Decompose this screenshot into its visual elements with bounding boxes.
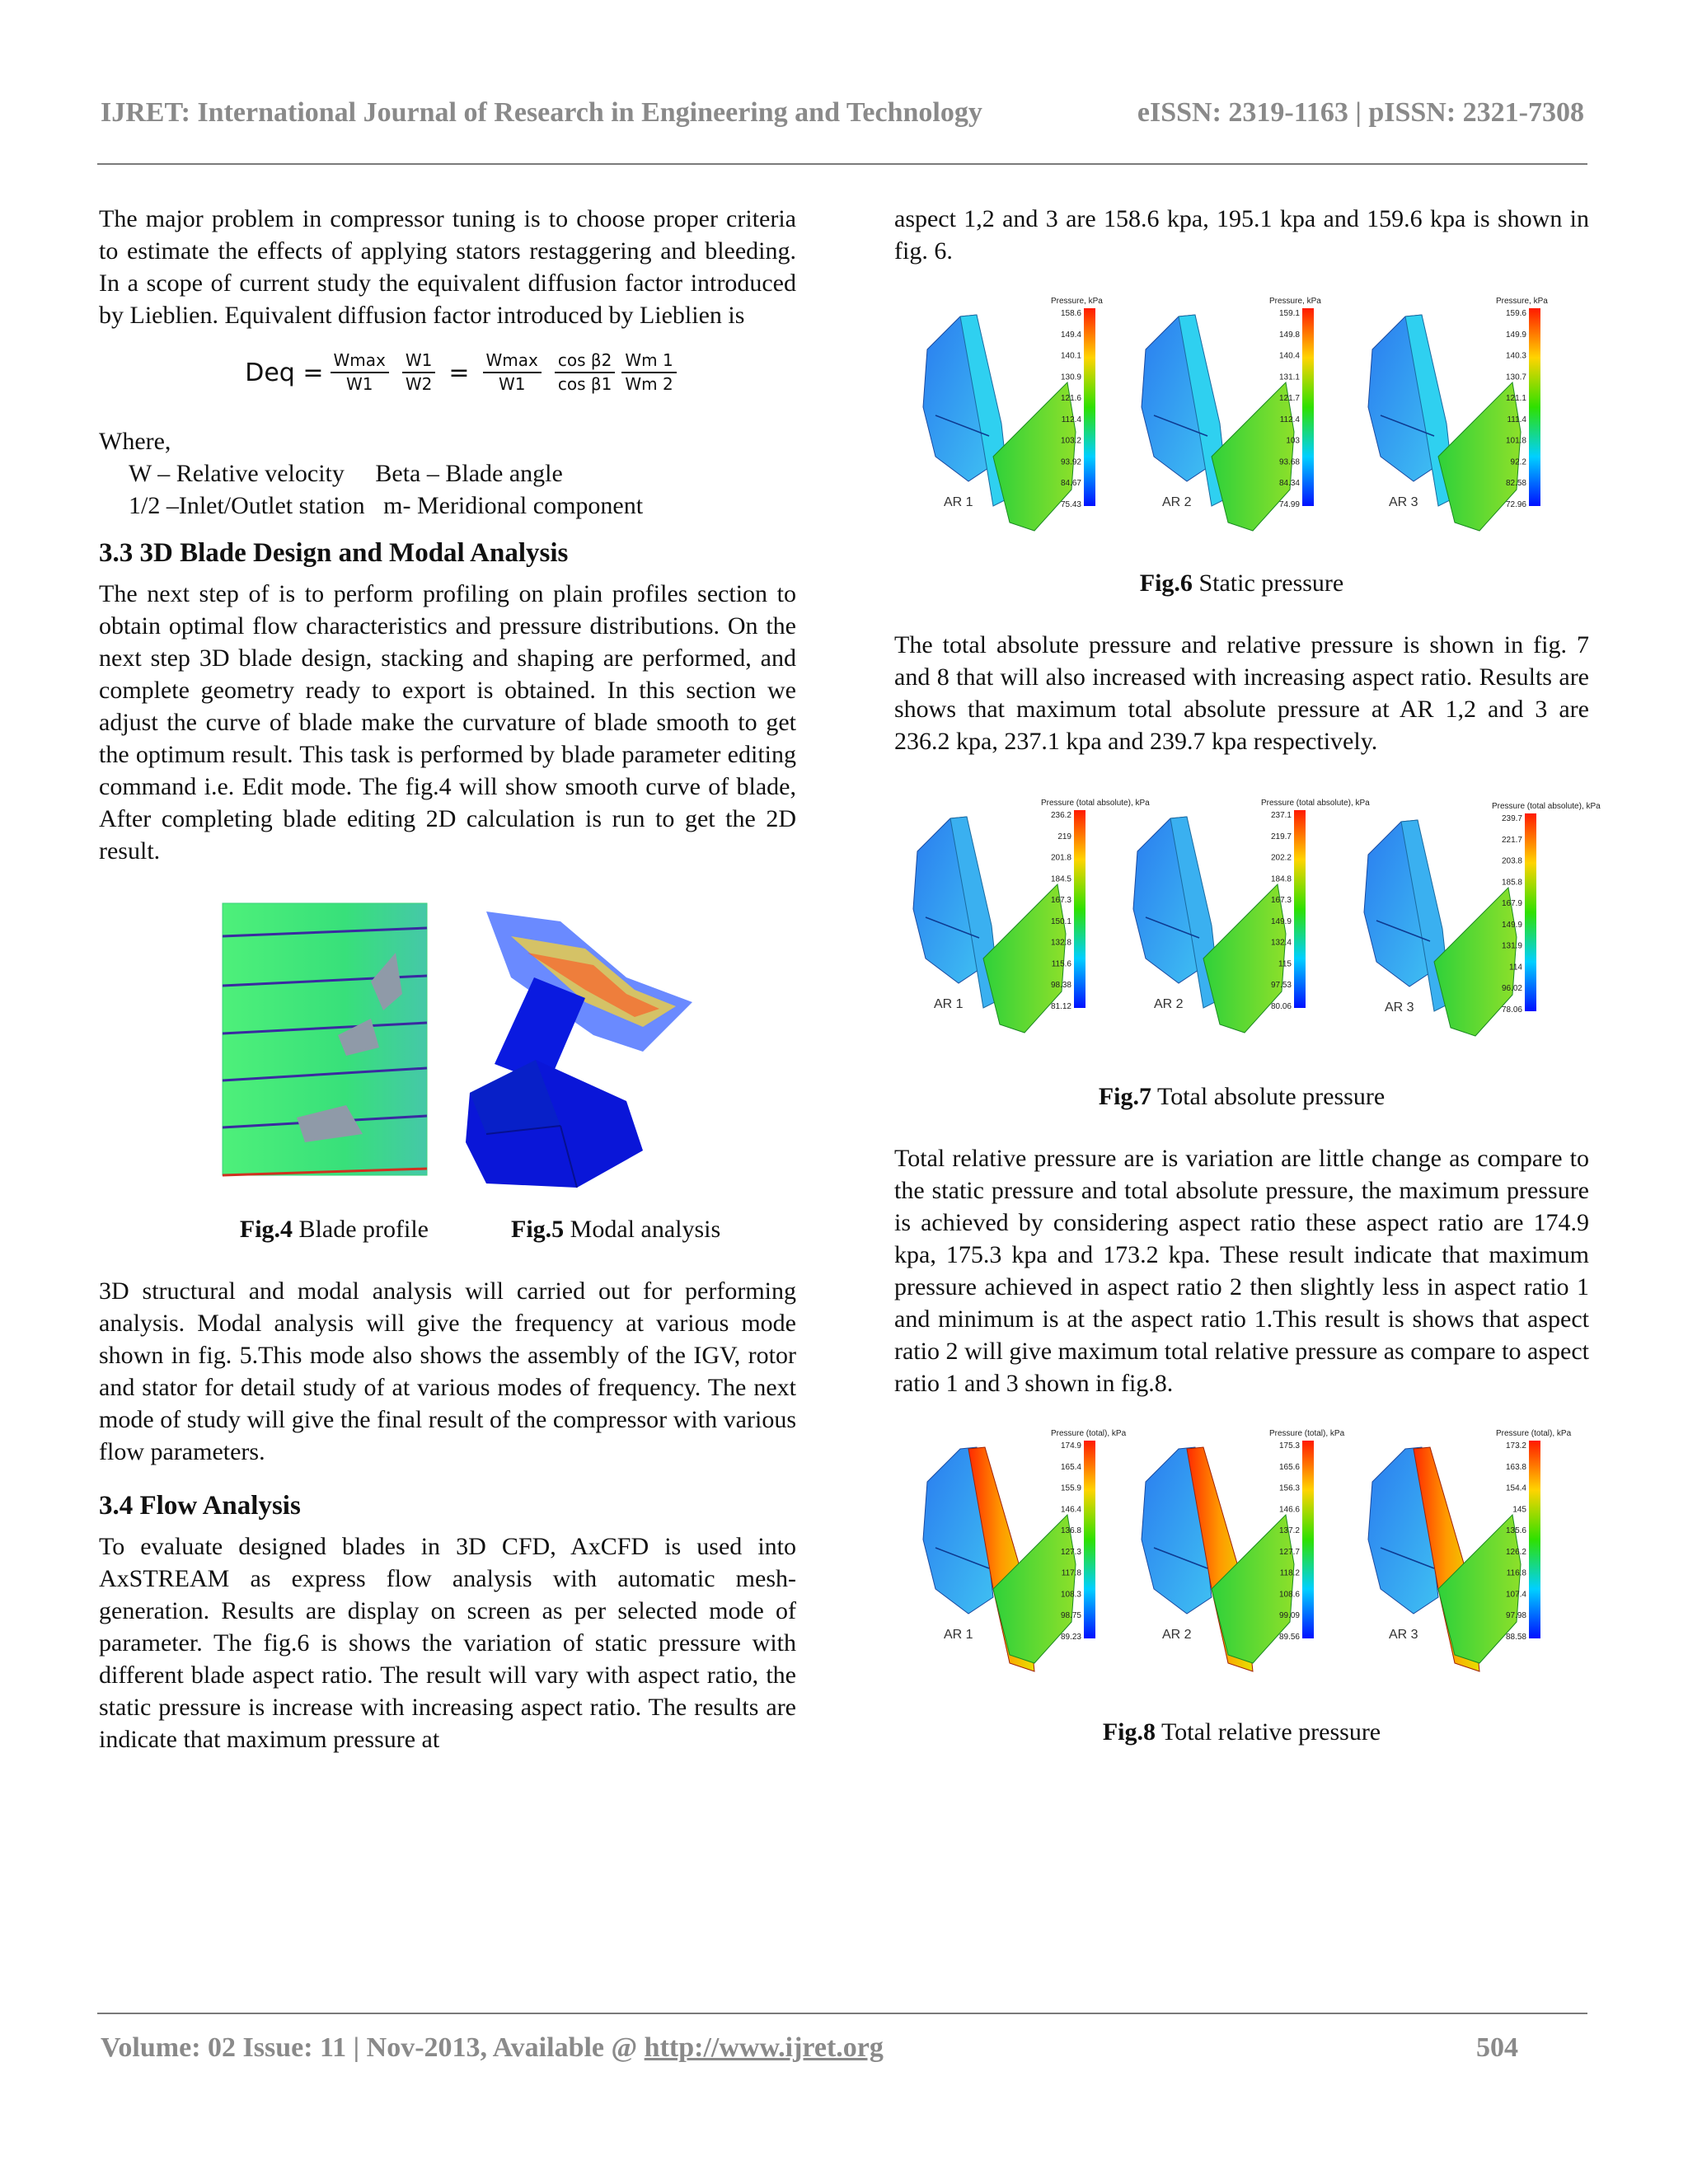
- color-scale-tick: 236.2: [1050, 811, 1071, 820]
- figure-8: [894, 1418, 1589, 1698]
- issn: eISSN: 2319-1163 | pISSN: 2321-7308: [1137, 97, 1584, 128]
- caption-fig7: Fig.7 Total absolute pressure: [1098, 1083, 1386, 1110]
- color-scale-tick: 97.98: [1505, 1611, 1526, 1621]
- frac-5: $\frac{Wm 1}{Wm 2}$: [621, 349, 676, 396]
- paragraph-blade-design: The next step of is to perform profiling on plain profiles section to obtain optimal flow characteristics and pressure distributions. On the next step 3D blade design, stacking and shaping are performed, and complete geometry ready to export is obtained. In this section we adjust the curve of blade make the curvature of blade smooth to get the optimum result. This task is performed by blade parameter editing command i.e. Edit mode. The fig.4 will show smooth curve of blade, After completing blade editing 2D calculation is run to get the 2D result.: [99, 580, 796, 865]
- color-scale-title: Pressure (total), kPa: [1496, 1429, 1572, 1438]
- frac-1: $\frac{Wmax}{W1}$: [331, 349, 389, 396]
- color-scale-tick: 96.02: [1501, 984, 1522, 994]
- where-def-1: W – Relative velocity Beta – Blade angle: [129, 460, 563, 487]
- section-heading-3-4: 3.4 Flow Analysis: [99, 1491, 301, 1521]
- color-scale-tick: 114: [1509, 963, 1522, 972]
- color-scale-bar: [1084, 1441, 1095, 1638]
- aspect-ratio-label: AR 3: [1389, 1628, 1418, 1642]
- color-scale-tick: 219: [1057, 832, 1071, 841]
- color-scale-tick: 136.8: [1060, 1526, 1081, 1536]
- color-scale-tick: 121.1: [1505, 394, 1526, 404]
- color-scale-title: Pressure, kPa: [1051, 297, 1103, 306]
- color-scale-tick: 72.96: [1505, 500, 1526, 509]
- color-scale-tick: 150.1: [1050, 916, 1071, 926]
- paragraph-flow-analysis: To evaluate designed blades in 3D CFD, AxCFD is used into AxSTREAM as express flow analysis with automatic mesh-generation. Results are display on screen as per selected mode of parameter. The fig.6 is shows the variation of static pressure with different blade aspect ratio. The result will vary with aspect ratio, the static pressure is increase with increasing aspect ratio. The results are indicate that maximum pressure at: [99, 1533, 796, 1753]
- paragraph-static-pressure-values: aspect 1,2 and 3 are 158.6 kpa, 195.1 kpa and 159.6 kpa is shown in fig. 6.: [894, 205, 1589, 265]
- color-scale-tick: 185.8: [1501, 878, 1522, 888]
- fig6-panel-1: [923, 297, 1103, 531]
- color-scale-tick: 221.7: [1501, 835, 1522, 845]
- color-scale-tick: 175.3: [1278, 1441, 1300, 1451]
- color-scale-tick: 237.1: [1270, 811, 1292, 820]
- caption-fig8: Fig.8 Total relative pressure: [1102, 1718, 1381, 1746]
- color-scale-tick: 93.92: [1060, 457, 1081, 467]
- left-column: [99, 203, 796, 1755]
- color-scale-tick: 140.1: [1060, 351, 1081, 361]
- blade-profile-image: [223, 903, 427, 1175]
- aspect-ratio-label: AR 2: [1162, 1628, 1192, 1642]
- color-scale-tick: 159.6: [1505, 309, 1526, 318]
- color-scale-tick: 84.34: [1278, 479, 1300, 489]
- color-scale-tick: 80.06: [1270, 1002, 1292, 1011]
- page-number: 504: [1476, 2032, 1518, 2063]
- color-scale-tick: 103.2: [1060, 436, 1081, 446]
- color-scale-tick: 88.58: [1505, 1633, 1526, 1642]
- aspect-ratio-label: AR 3: [1389, 495, 1418, 509]
- color-scale-tick: 201.8: [1050, 853, 1071, 863]
- color-scale-tick: 131.1: [1278, 373, 1300, 382]
- fig8-panel-2: [1142, 1429, 1345, 1671]
- color-scale-tick: 219.7: [1270, 832, 1292, 841]
- color-scale-tick: 126.2: [1505, 1547, 1526, 1557]
- journal-link[interactable]: http://www.ijret.org: [644, 2032, 884, 2063]
- equation-deq: [132, 338, 796, 407]
- color-scale-tick: 111.4: [1507, 415, 1526, 424]
- color-scale-tick: 115.6: [1051, 959, 1071, 969]
- figure-4-5-captions: [99, 1213, 796, 1245]
- color-scale-tick: 92.2: [1510, 457, 1526, 467]
- aspect-ratio-label: AR 2: [1162, 495, 1192, 509]
- color-scale-tick: 127.3: [1060, 1547, 1081, 1557]
- aspect-ratio-label: AR 1: [944, 495, 973, 509]
- color-scale-tick: 115: [1278, 959, 1292, 969]
- color-scale-bar: [1302, 1441, 1314, 1638]
- fig6-panel-3: [1368, 297, 1548, 531]
- aspect-ratio-label: AR 3: [1385, 1001, 1414, 1015]
- color-scale-title: Pressure (total), kPa: [1269, 1429, 1345, 1438]
- color-scale-tick: 127.7: [1278, 1547, 1300, 1557]
- paragraph-absolute-pressure: The total absolute pressure and relative pressure is shown in fig. 7 and 8 that will also increased with increasing aspect ratio. Results are shows that maximum total absolute pressure at AR 1,2 and 3 are 236.2 kpa, 237.1 kpa and 239.7 kpa respectively.: [894, 631, 1589, 755]
- color-scale-tick: 173.2: [1505, 1441, 1526, 1451]
- color-scale-title: Pressure (total absolute), kPa: [1492, 802, 1601, 811]
- color-scale-tick: 149.8: [1278, 330, 1300, 340]
- color-scale-tick: 132.8: [1050, 938, 1071, 948]
- color-scale-title: Pressure, kPa: [1496, 297, 1548, 306]
- blade-modal-figures: [99, 903, 796, 1208]
- color-scale-tick: 149.9: [1501, 920, 1522, 930]
- color-scale-tick: 121.6: [1060, 394, 1081, 404]
- color-scale-tick: 163.8: [1505, 1462, 1526, 1472]
- section-heading-3-3: 3.3 3D Blade Design and Modal Analysis: [99, 538, 569, 568]
- paragraph-relative-pressure: Total relative pressure are is variation are little change as compare to the static pressure and total absolute pressure, the maximum pressure is achieved by considering aspect ratio these aspect ratio are 174.9 kpa, 175.3 kpa and 173.2 kpa. These result indicate that maximum pressure achieved in aspect ratio 2 then slightly less in aspect ratio 1 and minimum is at the aspect ratio 1.This result is shows that aspect ratio 2 will give maximum total relative pressure as compare to aspect ratio 1 and 3 shown in fig.8.: [894, 1145, 1589, 1397]
- color-scale-tick: 154.4: [1505, 1483, 1526, 1493]
- color-scale-bar: [1084, 308, 1095, 506]
- frac-2: $\frac{W1}{W2}$: [402, 349, 436, 396]
- footer-volume: Volume: 02 Issue: 11 | Nov-2013, Available @ http://www.ijret.org: [101, 2032, 884, 2063]
- color-scale-bar: [1074, 810, 1085, 1008]
- color-scale-title: Pressure (total absolute), kPa: [1261, 799, 1370, 808]
- color-scale-tick: 78.06: [1501, 1005, 1522, 1015]
- color-scale-tick: 74.99: [1278, 500, 1300, 509]
- color-scale-tick: 202.2: [1270, 853, 1292, 863]
- color-scale-tick: 108.3: [1060, 1590, 1081, 1600]
- caption-fig5: Fig.5 Modal analysis: [511, 1216, 721, 1243]
- color-scale-tick: 130.9: [1060, 373, 1081, 382]
- frac-4: $\frac{\text{cos β2}}{\text{cos β1}}$: [555, 349, 616, 396]
- fig8-panel-1: [923, 1429, 1127, 1671]
- color-scale-tick: 156.3: [1278, 1483, 1300, 1493]
- color-scale-tick: 137.2: [1278, 1526, 1300, 1536]
- fig7-panel-1: [913, 799, 1150, 1033]
- color-scale-tick: 140.4: [1278, 351, 1300, 361]
- color-scale-tick: 165.6: [1278, 1462, 1300, 1472]
- color-scale-tick: 167.3: [1050, 896, 1071, 906]
- color-scale-tick: 97.53: [1270, 981, 1292, 991]
- color-scale-tick: 239.7: [1501, 814, 1522, 823]
- header-rule: [97, 163, 1587, 165]
- color-scale-bar: [1529, 308, 1540, 506]
- color-scale-tick: 103: [1286, 436, 1300, 446]
- color-scale-title: Pressure (total), kPa: [1051, 1429, 1127, 1438]
- figure-4-5: [99, 903, 796, 1208]
- color-scale-tick: 158.6: [1060, 309, 1081, 318]
- color-scale-tick: 81.12: [1050, 1002, 1071, 1011]
- color-scale-title: Pressure (total absolute), kPa: [1041, 799, 1150, 808]
- where-def-2: 1/2 –Inlet/Outlet station m- Meridional component: [129, 492, 644, 519]
- color-scale-tick: 89.23: [1060, 1633, 1081, 1642]
- color-scale-tick: 149.9: [1505, 330, 1526, 340]
- color-scale-tick: 121.7: [1278, 394, 1300, 404]
- color-scale-tick: 165.4: [1060, 1462, 1081, 1472]
- paragraph-modal: 3D structural and modal analysis will carried out for performing analysis. Modal analysis will give the frequency at various mode shown in fig. 5.This mode also shows the assembly of the IGV, rotor and stator for detail study of at various modes of frequency. The next mode of study will give the final result of the compressor with various flow parameters.: [99, 1277, 796, 1465]
- color-scale-tick: 93.68: [1278, 457, 1300, 467]
- color-scale-tick: 116.8: [1506, 1568, 1526, 1578]
- color-scale-tick: 184.8: [1270, 874, 1292, 884]
- color-scale-tick: 118.2: [1279, 1568, 1300, 1578]
- color-scale-tick: 130.7: [1505, 373, 1526, 382]
- color-scale-tick: 112.4: [1279, 415, 1300, 424]
- fig8-panel-3: [1368, 1429, 1572, 1671]
- color-scale-bar: [1525, 813, 1536, 1011]
- paragraph-intro: The major problem in compressor tuning is to choose proper criteria to estimate the effects of applying stators restaggering and bleeding. In a scope of current study the equivalent diffusion factor introduced by Lieblien. Equivalent diffusion factor introduced by Lieblien is: [99, 205, 796, 329]
- color-scale-tick: 145: [1512, 1505, 1526, 1515]
- aspect-ratio-label: AR 2: [1154, 997, 1184, 1011]
- color-scale-tick: 132.4: [1270, 938, 1292, 948]
- color-scale-tick: 99.09: [1278, 1611, 1300, 1621]
- total-absolute-pressure-image: [894, 785, 1601, 1066]
- color-scale-tick: 149.9: [1270, 916, 1292, 926]
- color-scale-tick: 140.3: [1505, 351, 1526, 361]
- color-scale-tick: 107.4: [1505, 1590, 1526, 1600]
- color-scale-tick: 135.6: [1505, 1526, 1526, 1536]
- color-scale-tick: 98.38: [1050, 981, 1071, 991]
- eq-sign: =: [448, 358, 470, 387]
- fig6-panel-2: [1142, 297, 1321, 531]
- fig7-panel-2: [1133, 799, 1370, 1033]
- footer-rule: [97, 2013, 1587, 2014]
- right-column: [894, 203, 1601, 1748]
- fig7-panel-3: [1364, 802, 1601, 1036]
- caption-fig6: Fig.6 Static pressure: [1139, 569, 1344, 597]
- color-scale-tick: 98.75: [1060, 1611, 1081, 1621]
- color-scale-bar: [1529, 1441, 1540, 1638]
- color-scale-tick: 117.8: [1061, 1568, 1081, 1578]
- color-scale-tick: 82.58: [1505, 479, 1526, 489]
- color-scale-tick: 112.4: [1061, 415, 1081, 424]
- color-scale-tick: 174.9: [1060, 1441, 1081, 1451]
- color-scale-tick: 146.4: [1060, 1505, 1081, 1515]
- color-scale-tick: 84.67: [1060, 479, 1081, 489]
- color-scale-tick: 146.6: [1278, 1505, 1300, 1515]
- color-scale-tick: 167.3: [1270, 896, 1292, 906]
- figure-6: [894, 284, 1589, 555]
- journal-title: IJRET: International Journal of Research in Engineering and Technology: [101, 97, 982, 128]
- color-scale-tick: 108.6: [1278, 1590, 1300, 1600]
- color-scale-tick: 155.9: [1060, 1483, 1081, 1493]
- total-relative-pressure-image: [894, 1418, 1589, 1698]
- caption-fig4: Fig.4 Blade profile: [239, 1216, 429, 1243]
- color-scale-tick: 75.43: [1060, 500, 1081, 509]
- color-scale-tick: 89.56: [1278, 1633, 1300, 1642]
- aspect-ratio-label: AR 1: [934, 997, 964, 1011]
- modal-analysis-image: [466, 912, 692, 1188]
- color-scale-tick: 101.8: [1505, 436, 1526, 446]
- color-scale-bar: [1302, 308, 1314, 506]
- color-scale-tick: 159.1: [1278, 309, 1300, 318]
- eq-lhs: Deq =: [245, 358, 324, 387]
- color-scale-tick: 149.4: [1060, 330, 1081, 340]
- color-scale-tick: 184.5: [1050, 874, 1071, 884]
- color-scale-bar: [1294, 810, 1306, 1008]
- page-header: [101, 97, 1584, 129]
- frac-3: $\frac{Wmax}{W1}$: [483, 349, 542, 396]
- color-scale-tick: 131.9: [1501, 941, 1522, 951]
- static-pressure-image: [894, 284, 1589, 555]
- page-footer: [101, 2032, 1518, 2064]
- aspect-ratio-label: AR 1: [944, 1628, 973, 1642]
- where-label: Where,: [99, 428, 171, 455]
- color-scale-tick: 203.8: [1501, 856, 1522, 866]
- figure-7: [894, 785, 1601, 1066]
- color-scale-title: Pressure, kPa: [1269, 297, 1321, 306]
- color-scale-tick: 167.9: [1501, 899, 1522, 909]
